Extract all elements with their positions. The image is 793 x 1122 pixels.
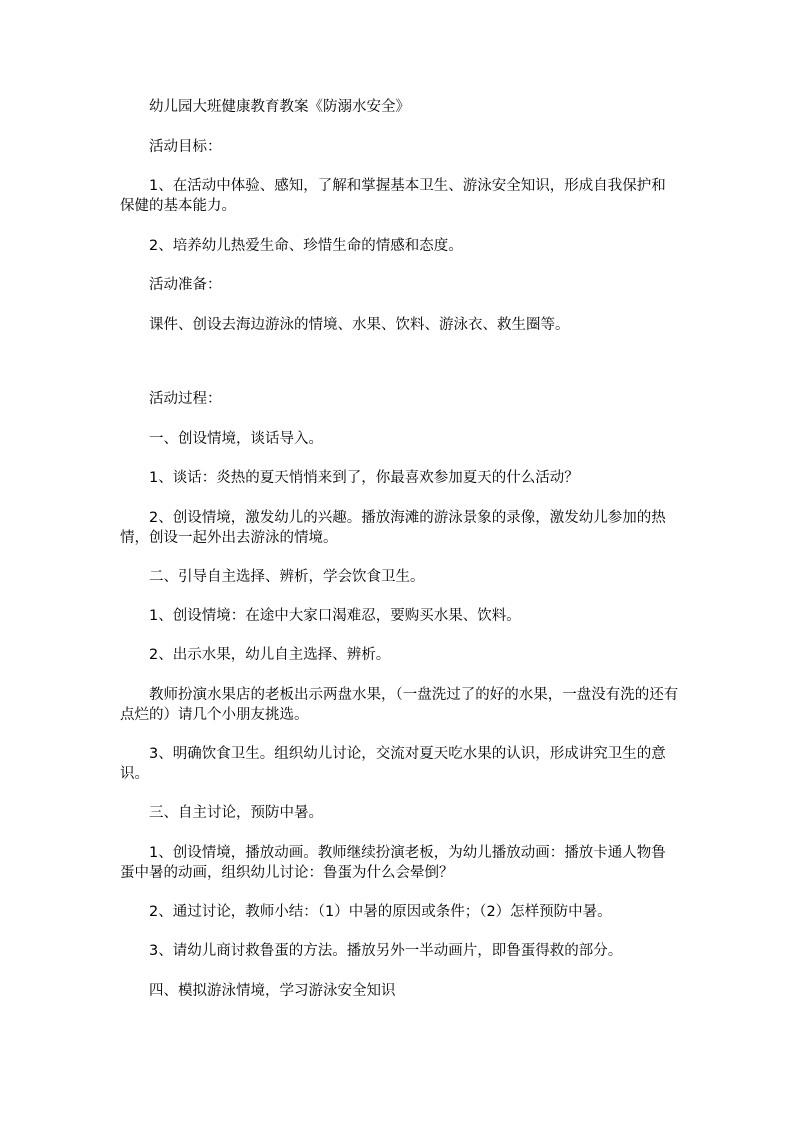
paragraph-step-3-3: 3、请幼儿商讨救鲁蛋的方法。播放另外一半动画片，即鲁蛋得救的部分。	[149, 943, 623, 959]
paragraph-step-2-teacher: 教师扮演水果店的老板出示两盘水果，（一盘洗过了的好的水果，一盘没有洗的还有点烂的）请几个小朋友挑选。	[120, 687, 679, 723]
paragraph-step-2-3: 3、明确饮食卫生。组织幼儿讨论，交流对夏天吃水果的认识，形成讲究卫生的意识。	[120, 746, 666, 782]
paragraph-goal-2: 2、培养幼儿热爱生命、珍惜生命的情感和态度。	[149, 238, 463, 254]
paragraph-step-2-2: 2、出示水果，幼儿自主选择、辨析。	[149, 647, 391, 663]
section-heading-step-4: 四、模拟游泳情境，学习游泳安全知识	[149, 983, 396, 999]
section-heading-process: 活动过程：	[149, 391, 222, 407]
section-heading-step-3: 三、自主讨论，预防中暑。	[149, 805, 323, 821]
paragraph-step-1-2: 2、创设情境，激发幼儿的兴趣。播放海滩的游泳景象的录像，激发幼儿参加的热情，创设一起外出去游泳的情境。	[120, 510, 666, 546]
paragraph-preparation: 课件、创设去海边游泳的情境、水果、饮料、游泳衣、救生圈等。	[149, 317, 570, 333]
paragraph-goal-1: 1、在活动中体验、感知，了解和掌握基本卫生、游泳安全知识，形成自我保护和保健的基本能力。	[120, 178, 666, 214]
paragraph-step-3-2: 2、通过讨论，教师小结：（1）中暑的原因或条件；（2）怎样预防中暑。	[149, 904, 612, 920]
section-heading-goals: 活动目标：	[149, 139, 222, 155]
paragraph-step-3-1: 1、创设情境，播放动画。教师继续扮演老板，为幼儿播放动画：播放卡通人物鲁蛋中暑的动画，组织幼儿讨论：鲁蛋为什么会晕倒？	[120, 845, 666, 881]
section-heading-step-1: 一、创设情境，谈话导入。	[149, 431, 323, 447]
section-heading-preparation: 活动准备：	[149, 277, 222, 293]
paragraph-step-2-1: 1、创设情境：在途中大家口渴难忍，要购买水果、饮料。	[149, 608, 521, 624]
document-title: 幼儿园大班健康教育教案《防溺水安全》	[149, 99, 410, 115]
paragraph-step-1-1: 1、谈话：炎热的夏天悄悄来到了，你最喜欢参加夏天的什么活动？	[149, 470, 579, 486]
section-heading-step-2: 二、引导自主选择、辨析，学会饮食卫生。	[149, 569, 425, 585]
